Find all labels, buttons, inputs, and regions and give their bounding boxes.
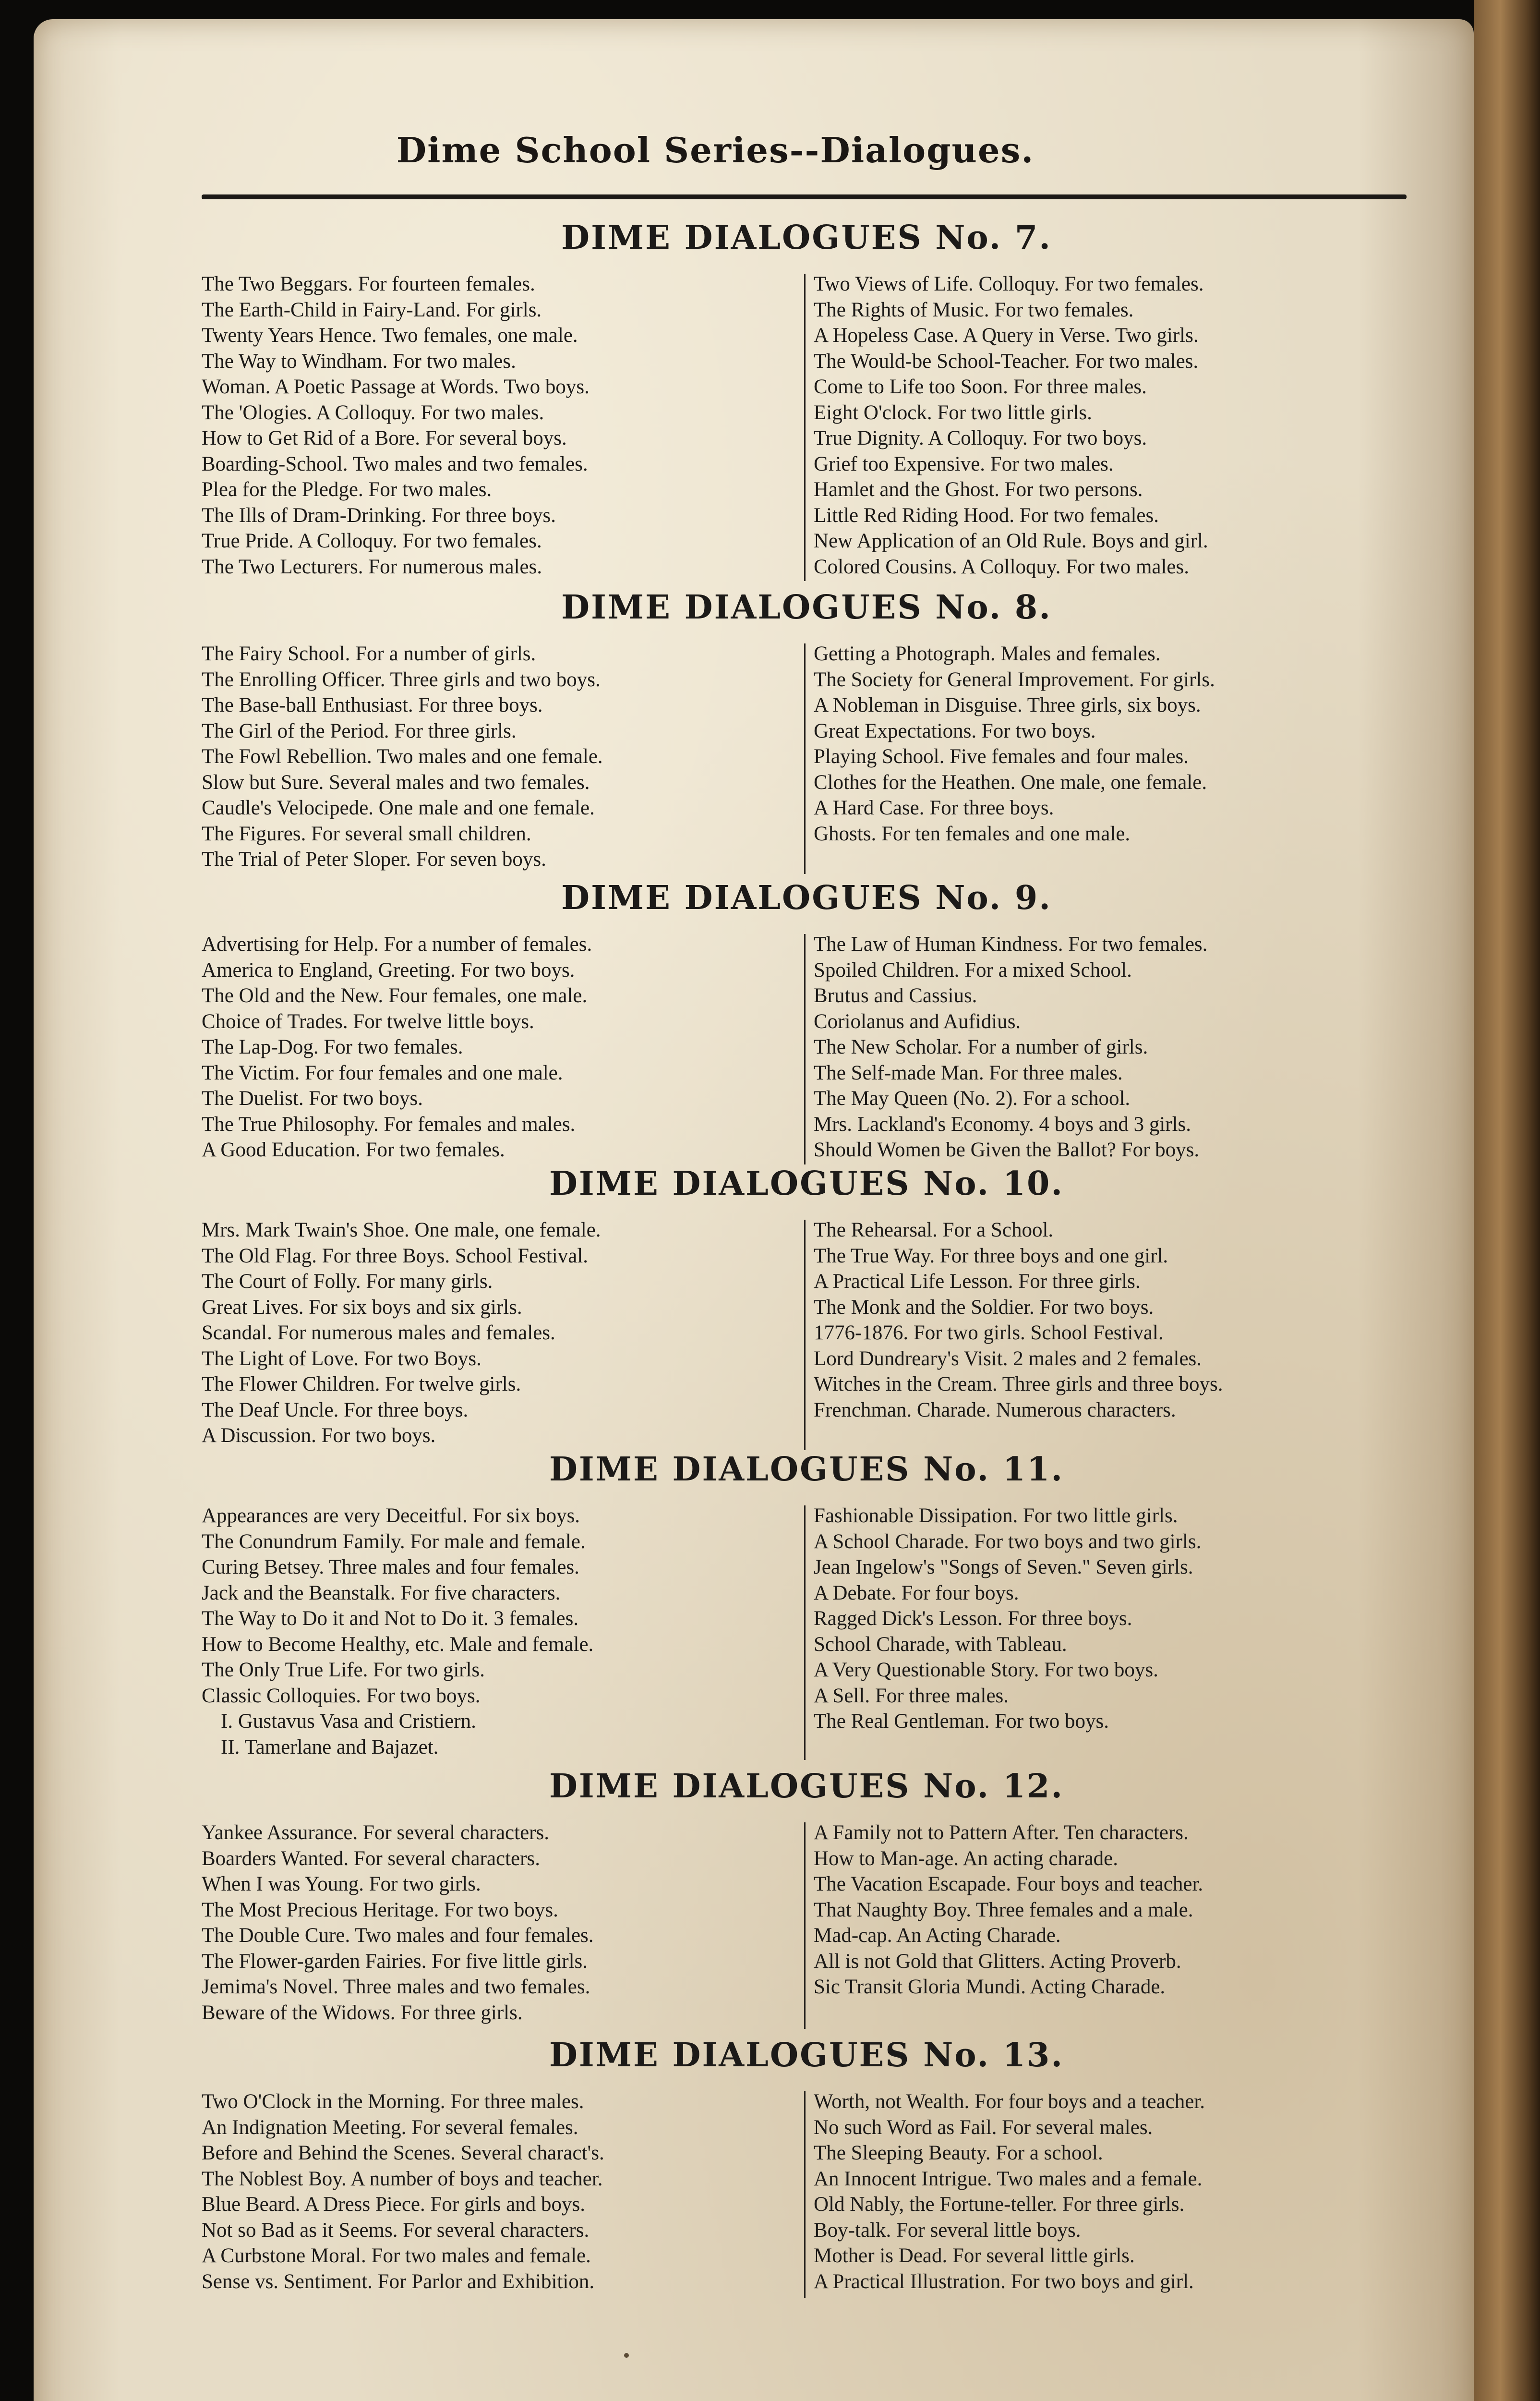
- right-column: [814, 1503, 1411, 1734]
- list-item: Witches in the Cream. Three girls and three boys.: [814, 1373, 1223, 1395]
- list-item: The Earth-Child in Fairy-Land. For girls.: [202, 298, 542, 321]
- list-item: A Debate. For four boys.: [814, 1581, 1019, 1604]
- list-item: The Enrolling Officer. Three girls and two boys.: [202, 668, 601, 691]
- list-item: The Noblest Boy. A number of boys and teacher.: [202, 2167, 603, 2190]
- list-item: The Rights of Music. For two females.: [814, 298, 1134, 321]
- list-item: The Duelist. For two boys.: [202, 1087, 423, 1110]
- list-item: America to England, Greeting. For two boys.: [202, 958, 575, 982]
- list-item: Boy-talk. For several little boys.: [814, 2219, 1081, 2242]
- list-item: The Deaf Uncle. For three boys.: [202, 1398, 469, 1421]
- list-item: The Fairy School. For a number of girls.: [202, 643, 536, 665]
- right-column: [814, 932, 1411, 1163]
- list-item: An Innocent Intrigue. Two males and a female.: [814, 2167, 1203, 2190]
- column-divider: [804, 274, 806, 581]
- running-head: Dime School Series--Dialogues.: [396, 130, 1035, 170]
- list-item: Slow but Sure. Several males and two females.: [202, 771, 590, 794]
- list-item: The Way to Do it and Not to Do it. 3 females.: [202, 1607, 579, 1630]
- list-item: Not so Bad as it Seems. For several characters.: [202, 2219, 590, 2242]
- list-item: An Indignation Meeting. For several females.: [202, 2116, 578, 2139]
- list-item: A Sell. For three males.: [814, 1684, 1009, 1707]
- left-column: [202, 2089, 799, 2294]
- list-item: Boarding-School. Two males and two females.: [202, 452, 588, 475]
- list-item: A School Charade. For two boys and two girls.: [814, 1530, 1202, 1553]
- list-item: Fashionable Dissipation. For two little girls.: [814, 1504, 1178, 1527]
- list-item: Great Lives. For six boys and six girls.: [202, 1296, 522, 1319]
- list-item: The Two Lecturers. For numerous males.: [202, 555, 542, 578]
- list-item: Ragged Dick's Lesson. For three boys.: [814, 1607, 1132, 1630]
- list-item: Jack and the Beanstalk. For five characters.: [202, 1581, 561, 1604]
- list-item: No such Word as Fail. For several males.: [814, 2116, 1153, 2139]
- section-no-13: [202, 2036, 1411, 2305]
- list-item: Plea for the Pledge. For two males.: [202, 478, 492, 501]
- list-item: Come to Life too Soon. For three males.: [814, 376, 1147, 398]
- list-item: The 'Ologies. A Colloquy. For two males.: [202, 401, 544, 424]
- list-item: The New Scholar. For a number of girls.: [814, 1036, 1148, 1058]
- section-no-7: [202, 218, 1411, 583]
- section-no-11: [202, 1450, 1411, 1770]
- section-title: DIME DIALOGUES No. 8.: [561, 588, 1052, 627]
- list-item: That Naughty Boy. Three females and a male.: [814, 1898, 1193, 1921]
- list-item: The Conundrum Family. For male and female.: [202, 1530, 586, 1553]
- list-item: The Would-be School-Teacher. For two males.: [814, 350, 1199, 373]
- list-item: A Hopeless Case. A Query in Verse. Two girls.: [814, 324, 1199, 347]
- list-item: The Ills of Dram-Drinking. For three boys.: [202, 504, 556, 527]
- list-item: The Sleeping Beauty. For a school.: [814, 2142, 1103, 2164]
- left-column: [202, 1820, 799, 2025]
- list-item: A Practical Illustration. For two boys and girl.: [814, 2270, 1194, 2293]
- list-item: 1776-1876. For two girls. School Festival.: [814, 1322, 1164, 1344]
- list-item: The Two Beggars. For fourteen females.: [202, 273, 535, 295]
- list-item: The Monk and the Soldier. For two boys.: [814, 1296, 1154, 1319]
- list-item: Classic Colloquies. For two boys.: [202, 1684, 481, 1707]
- left-column: [202, 1217, 799, 1449]
- list-item: Lord Dundreary's Visit. 2 males and 2 females.: [814, 1347, 1202, 1370]
- list-item: Boarders Wanted. For several characters.: [202, 1847, 540, 1870]
- list-item: Colored Cousins. A Colloquy. For two males.: [814, 555, 1189, 578]
- right-column: [814, 1820, 1411, 2000]
- list-item: A Hard Case. For three boys.: [814, 797, 1054, 819]
- list-item: Sic Transit Gloria Mundi. Acting Charade.: [814, 1976, 1166, 1998]
- list-item: Before and Behind the Scenes. Several charact's.: [202, 2142, 604, 2164]
- list-item: Two Views of Life. Colloquy. For two females.: [814, 273, 1204, 295]
- list-item: The Fowl Rebellion. Two males and one female.: [202, 745, 603, 768]
- list-item: A Very Questionable Story. For two boys.: [814, 1659, 1158, 1681]
- list-item: How to Get Rid of a Bore. For several boys.: [202, 427, 567, 449]
- list-item: A Discussion. For two boys.: [202, 1424, 436, 1447]
- list-item: The Way to Windham. For two males.: [202, 350, 516, 373]
- list-item: Should Women be Given the Ballot? For boys.: [814, 1139, 1200, 1161]
- list-item: Clothes for the Heathen. One male, one female.: [814, 771, 1207, 794]
- list-item: The Court of Folly. For many girls.: [202, 1270, 493, 1293]
- list-item: The Figures. For several small children.: [202, 822, 531, 845]
- list-item: Advertising for Help. For a number of females.: [202, 933, 592, 956]
- list-item: Jemima's Novel. Three males and two females.: [202, 1976, 590, 1998]
- list-item: Mother is Dead. For several little girls.: [814, 2244, 1135, 2267]
- list-item: True Dignity. A Colloquy. For two boys.: [814, 427, 1147, 449]
- section-title: DIME DIALOGUES No. 12.: [549, 1767, 1064, 1806]
- list-item: Little Red Riding Hood. For two females.: [814, 504, 1159, 527]
- list-item: A Family not to Pattern After. Ten characters.: [814, 1821, 1189, 1844]
- list-item: A Nobleman in Disguise. Three girls, six boys.: [814, 694, 1201, 716]
- list-item: Blue Beard. A Dress Piece. For girls and boys.: [202, 2193, 585, 2216]
- list-item: Mrs. Mark Twain's Shoe. One male, one female.: [202, 1219, 601, 1241]
- list-item: True Pride. A Colloquy. For two females.: [202, 530, 542, 552]
- right-column: [814, 2089, 1411, 2294]
- list-item: Frenchman. Charade. Numerous characters.: [814, 1398, 1176, 1421]
- section-title: DIME DIALOGUES No. 11.: [549, 1450, 1064, 1489]
- list-item: Curing Betsey. Three males and four females.: [202, 1556, 579, 1578]
- list-item: Great Expectations. For two boys.: [814, 719, 1096, 742]
- list-item: The Victim. For four females and one male.: [202, 1061, 563, 1084]
- list-item: The Law of Human Kindness. For two females.: [814, 933, 1208, 956]
- ink-dot: [624, 2353, 629, 2358]
- section-no-10: [202, 1164, 1411, 1448]
- list-item: Spoiled Children. For a mixed School.: [814, 958, 1132, 982]
- right-column: [814, 641, 1411, 847]
- list-item: Woman. A Poetic Passage at Words. Two boys.: [202, 376, 590, 398]
- list-item: Worth, not Wealth. For four boys and a teacher.: [814, 2090, 1205, 2113]
- list-item: The Most Precious Heritage. For two boys.: [202, 1898, 558, 1921]
- list-item: Jean Ingelow's "Songs of Seven." Seven girls.: [814, 1556, 1193, 1578]
- list-item: How to Man-age. An acting charade.: [814, 1847, 1119, 1870]
- column-divider: [804, 643, 806, 874]
- list-item: The Lap-Dog. For two females.: [202, 1036, 463, 1058]
- left-column: [202, 641, 799, 873]
- list-item: School Charade, with Tableau.: [814, 1633, 1067, 1656]
- list-item: A Curbstone Moral. For two males and female.: [202, 2244, 591, 2267]
- list-item: The Only True Life. For two girls.: [202, 1659, 485, 1681]
- list-item: Yankee Assurance. For several characters.: [202, 1821, 549, 1844]
- list-item: Twenty Years Hence. Two females, one male.: [202, 324, 578, 347]
- list-item: I. Gustavus Vasa and Cristiern.: [221, 1710, 476, 1733]
- list-item: II. Tamerlane and Bajazet.: [221, 1735, 439, 1758]
- header-rule: [202, 194, 1407, 199]
- list-item: The Light of Love. For two Boys.: [202, 1347, 481, 1370]
- list-item: The True Philosophy. For females and males.: [202, 1113, 576, 1136]
- list-item: Old Nably, the Fortune-teller. For three girls.: [814, 2193, 1185, 2216]
- column-divider: [804, 1822, 806, 2029]
- section-no-12: [202, 1767, 1411, 2041]
- list-item: Mrs. Lackland's Economy. 4 boys and 3 girls.: [814, 1113, 1191, 1136]
- list-item: Two O'Clock in the Morning. For three males.: [202, 2090, 584, 2113]
- list-item: The Base-ball Enthusiast. For three boys.: [202, 694, 543, 716]
- list-item: The Real Gentleman. For two boys.: [814, 1710, 1109, 1733]
- list-item: Playing School. Five females and four males.: [814, 745, 1189, 768]
- list-item: The Old and the New. Four females, one male.: [202, 984, 588, 1007]
- list-item: New Application of an Old Rule. Boys and girl.: [814, 530, 1208, 552]
- list-item: Getting a Photograph. Males and females.: [814, 643, 1161, 665]
- list-item: All is not Gold that Glitters. Acting Proverb.: [814, 1950, 1181, 1973]
- list-item: A Practical Life Lesson. For three girls.: [814, 1270, 1141, 1293]
- list-item: The Trial of Peter Sloper. For seven boys.: [202, 848, 546, 871]
- list-item: Appearances are very Deceitful. For six boys.: [202, 1504, 580, 1527]
- column-divider: [804, 2091, 806, 2298]
- left-column: [202, 1503, 799, 1760]
- book-spine-edge: [1474, 0, 1540, 2401]
- list-item: Choice of Trades. For twelve little boys.: [202, 1010, 534, 1033]
- section-title: DIME DIALOGUES No. 7.: [561, 218, 1052, 257]
- list-item: How to Become Healthy, etc. Male and female.: [202, 1633, 594, 1656]
- list-item: The Vacation Escapade. Four boys and teacher.: [814, 1873, 1203, 1895]
- list-item: Beware of the Widows. For three girls.: [202, 2001, 523, 2024]
- right-column: [814, 271, 1411, 580]
- left-column: [202, 271, 799, 580]
- left-column: [202, 932, 799, 1163]
- list-item: The Flower-garden Fairies. For five little girls.: [202, 1950, 588, 1973]
- list-item: The Rehearsal. For a School.: [814, 1219, 1054, 1241]
- list-item: Hamlet and the Ghost. For two persons.: [814, 478, 1143, 501]
- section-no-9: [202, 879, 1411, 1162]
- list-item: Ghosts. For ten females and one male.: [814, 822, 1131, 845]
- list-item: The Self-made Man. For three males.: [814, 1061, 1123, 1084]
- list-item: Coriolanus and Aufidius.: [814, 1010, 1021, 1033]
- list-item: When I was Young. For two girls.: [202, 1873, 481, 1895]
- list-item: The Old Flag. For three Boys. School Festival.: [202, 1244, 588, 1267]
- list-item: The Double Cure. Two males and four females.: [202, 1924, 594, 1947]
- column-divider: [804, 934, 806, 1164]
- section-title: DIME DIALOGUES No. 13.: [549, 2036, 1064, 2074]
- list-item: The Society for General Improvement. For girls.: [814, 668, 1215, 691]
- section-no-8: [202, 588, 1411, 876]
- list-item: Mad-cap. An Acting Charade.: [814, 1924, 1061, 1947]
- list-item: The Flower Children. For twelve girls.: [202, 1373, 521, 1395]
- column-divider: [804, 1505, 806, 1760]
- list-item: Grief too Expensive. For two males.: [814, 452, 1114, 475]
- list-item: Eight O'clock. For two little girls.: [814, 401, 1092, 424]
- list-item: Sense vs. Sentiment. For Parlor and Exhibition.: [202, 2270, 595, 2293]
- list-item: A Good Education. For two females.: [202, 1139, 505, 1161]
- list-item: Caudle's Velocipede. One male and one female.: [202, 797, 595, 819]
- section-title: DIME DIALOGUES No. 9.: [561, 879, 1052, 917]
- right-column: [814, 1217, 1411, 1423]
- column-divider: [804, 1220, 806, 1450]
- section-title: DIME DIALOGUES No. 10.: [549, 1164, 1064, 1203]
- list-item: Scandal. For numerous males and females.: [202, 1322, 555, 1344]
- list-item: The True Way. For three boys and one girl.: [814, 1244, 1168, 1267]
- list-item: The Girl of the Period. For three girls.: [202, 719, 517, 742]
- list-item: Brutus and Cassius.: [814, 984, 977, 1007]
- list-item: The May Queen (No. 2). For a school.: [814, 1087, 1131, 1110]
